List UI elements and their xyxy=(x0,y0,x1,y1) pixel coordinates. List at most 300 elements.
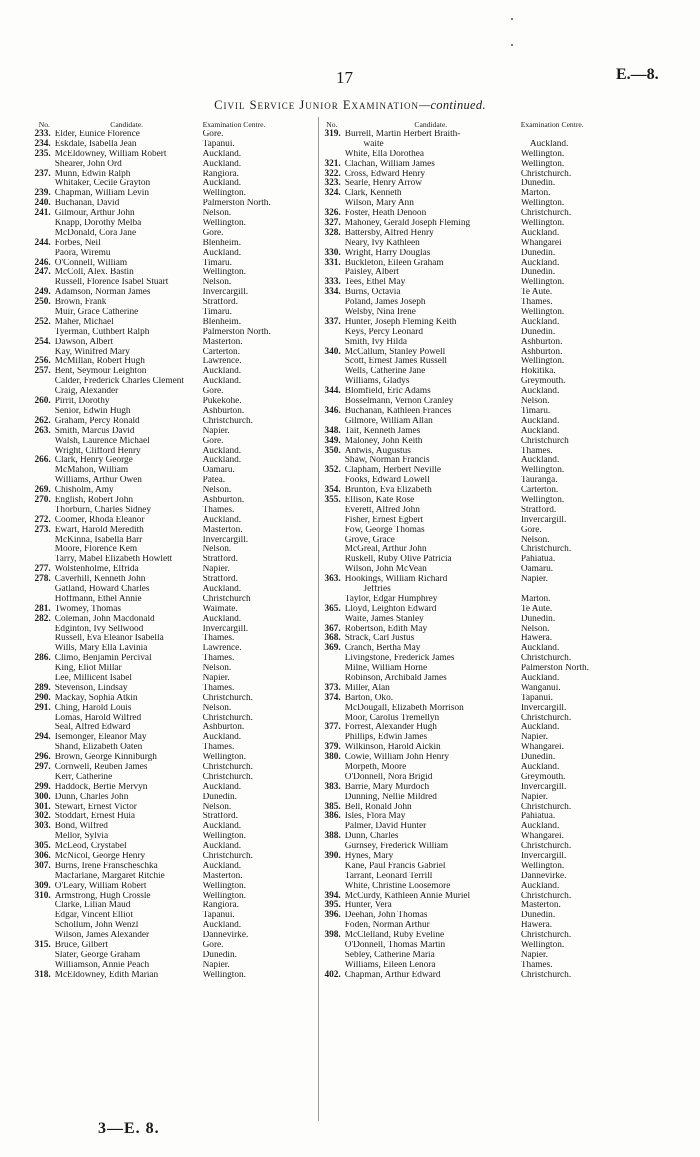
candidate-name: Williams, Eileen Lenora xyxy=(344,960,436,970)
candidate-number xyxy=(319,545,345,555)
examination-centre: Hawera. xyxy=(520,921,553,931)
candidate-number: 333. xyxy=(324,277,341,288)
header-number: No. xyxy=(326,120,338,129)
candidate-name: Everett, Alfred John xyxy=(344,505,420,515)
examination-centre: Hawera. xyxy=(520,634,553,644)
candidate-number: 315. xyxy=(34,940,51,951)
table-row xyxy=(319,892,681,902)
examination-centre: Wellington. xyxy=(520,278,565,288)
table-row xyxy=(319,931,681,941)
candidate-number: 354. xyxy=(324,485,341,496)
examination-centre: Nelson. xyxy=(520,624,550,634)
examination-centre: Pahiatua. xyxy=(520,812,556,822)
examination-centre: Invercargill. xyxy=(202,535,249,545)
examination-centre: Auckland. xyxy=(202,782,242,792)
candidate-name: Ruskell, Ruby Olive Patricia xyxy=(344,555,452,565)
table-row xyxy=(319,308,681,318)
table-row xyxy=(34,723,309,733)
table-row xyxy=(34,437,309,447)
examination-centre: Pukekohe. xyxy=(202,397,242,407)
table-row xyxy=(319,644,681,654)
candidate-name: Sebley, Catherine Maria xyxy=(344,950,435,960)
examination-centre: Nelson. xyxy=(202,278,232,288)
candidate-name: Craig, Alexander xyxy=(54,387,119,397)
table-row xyxy=(34,654,309,664)
candidate-name: Mahoney, Gerald Joseph Fleming xyxy=(344,219,471,229)
candidate-number: 367. xyxy=(324,623,341,634)
examination-centre: Christchurch. xyxy=(520,654,572,664)
candidate-name: Clark, Henry George xyxy=(54,456,133,466)
candidate-number: 334. xyxy=(324,287,341,298)
examination-centre: Marton. xyxy=(520,594,551,604)
examination-centre: Auckland. xyxy=(202,822,242,832)
candidate-name: Foden, Norman Arthur xyxy=(344,921,430,931)
candidate-number xyxy=(34,901,55,911)
candidate-name: Dunn, Charles xyxy=(344,832,399,842)
candidate-name: Stevenson, Lindsay xyxy=(54,683,128,693)
table-row xyxy=(34,892,309,902)
table-row xyxy=(34,407,309,417)
candidate-number: 299. xyxy=(34,781,51,792)
examination-centre: Rangiora. xyxy=(202,901,239,911)
candidate-number: 328. xyxy=(324,227,341,238)
candidate-name: McCallum, Stanley Powell xyxy=(344,347,446,357)
candidate-number: 239. xyxy=(34,188,51,199)
candidate-name: Forrest, Alexander Hugh xyxy=(344,723,437,733)
candidate-number: 331. xyxy=(324,257,341,268)
examination-centre: Rangiora. xyxy=(202,169,239,179)
examination-centre: Masterton. xyxy=(202,525,243,535)
candidate-name: Tarrant, Leonard Terrill xyxy=(344,871,433,881)
examination-centre: Wellington. xyxy=(202,189,247,199)
examination-centre: Napier. xyxy=(202,565,230,575)
table-row xyxy=(319,239,681,249)
table-row xyxy=(319,822,681,832)
table-row xyxy=(34,338,309,348)
table-row xyxy=(34,318,309,328)
candidate-name: Paisley, Albert xyxy=(344,268,399,278)
examination-centre: Timaru. xyxy=(202,258,232,268)
examination-centre: Auckland. xyxy=(202,367,242,377)
candidate-number: 237. xyxy=(34,168,51,179)
examination-centre: Wellington. xyxy=(520,199,565,209)
candidate-name: Climo, Benjamin Percival xyxy=(54,654,152,664)
table-row xyxy=(34,397,309,407)
table-row xyxy=(319,951,681,961)
table-row xyxy=(34,842,309,852)
candidate-number xyxy=(34,664,55,674)
candidate-number xyxy=(34,951,55,961)
candidate-name: Moore, Florence Kem xyxy=(54,545,138,555)
candidate-name: Scott, Ernest James Russell xyxy=(344,357,448,367)
candidate-name: Bruce, Gilbert xyxy=(54,941,108,951)
candidate-number xyxy=(319,941,345,951)
examination-centre: Dannevirke. xyxy=(202,931,249,941)
candidate-name: Smith, Ivy Hilda xyxy=(344,337,407,347)
examination-centre: Dunedin. xyxy=(520,614,556,624)
table-row xyxy=(34,674,309,684)
candidate-name: Munn, Edwin Ralph xyxy=(54,169,131,179)
candidate-name: Brunton, Eva Elizabeth xyxy=(344,486,432,496)
candidate-name: Cranch, Bertha May xyxy=(344,644,421,654)
candidate-number xyxy=(319,555,345,565)
candidate-number xyxy=(34,714,55,724)
header-candidate: Candidate. xyxy=(414,120,448,129)
candidate-number: 355. xyxy=(324,494,341,505)
examination-centre: Christchurch xyxy=(520,436,569,446)
table-row xyxy=(319,941,681,951)
candidate-name: Clachan, William James xyxy=(344,159,435,169)
candidate-number: 369. xyxy=(324,643,341,654)
candidate-name: Elder, Eunice Florence xyxy=(54,130,140,139)
examination-centre xyxy=(526,585,681,595)
candidate-number: 386. xyxy=(324,811,341,822)
candidate-number: 330. xyxy=(324,247,341,258)
table-row xyxy=(34,189,309,199)
examination-centre: Nelson. xyxy=(202,209,232,219)
table-row xyxy=(319,674,681,684)
candidate-name: Bell, Ronald John xyxy=(344,802,412,812)
examination-centre: Nelson. xyxy=(202,664,232,674)
candidate-name: McKinna, Isabella Barr xyxy=(54,535,143,545)
table-row xyxy=(34,140,309,150)
candidate-number: 346. xyxy=(324,405,341,416)
examination-centre: Te Aute. xyxy=(520,604,553,614)
table-row xyxy=(319,357,681,367)
examination-centre: Christchurch. xyxy=(520,713,572,723)
examination-centre: Tapanui. xyxy=(202,911,235,921)
candidate-name: Barrie, Mary Murdoch xyxy=(344,782,430,792)
examination-centre: Wellington. xyxy=(202,881,247,891)
table-row xyxy=(319,219,681,229)
candidate-name: Barton, Oko. xyxy=(344,693,394,703)
candidate-name: Blomfield, Eric Adams xyxy=(344,387,431,397)
table-row xyxy=(319,170,681,180)
examination-centre: Thames. xyxy=(520,446,553,456)
table-row xyxy=(319,595,681,605)
examination-centre: Ashburton. xyxy=(202,723,245,733)
candidate-number xyxy=(34,634,55,644)
table-row xyxy=(34,773,309,783)
candidate-name: Wilson, James Alexander xyxy=(54,931,150,941)
examination-centre: Wellington. xyxy=(520,941,565,951)
examination-centre: Gore. xyxy=(202,130,224,139)
table-row xyxy=(319,189,681,199)
examination-centre: Timaru. xyxy=(520,406,551,416)
candidate-number: 247. xyxy=(34,267,51,278)
table-row xyxy=(34,704,309,714)
candidate-number: 318. xyxy=(34,969,51,980)
examination-centre: Gore. xyxy=(202,228,224,238)
candidate-number: 380. xyxy=(324,752,341,763)
candidate-name: Palmer, David Hunter xyxy=(344,822,427,832)
candidate-number: 235. xyxy=(34,148,51,159)
candidate-name: Hunter, Vera xyxy=(344,901,392,911)
table-row xyxy=(34,575,309,585)
examination-centre: Masterton. xyxy=(202,871,243,881)
table-row xyxy=(319,338,681,348)
examination-centre: Patea. xyxy=(202,476,226,486)
examination-centre: Auckland. xyxy=(202,377,242,387)
table-row xyxy=(34,328,309,338)
candidate-name: White, Ella Dorothea xyxy=(344,149,425,159)
candidate-number: 385. xyxy=(324,801,341,812)
examination-centre: Christchurch. xyxy=(520,931,572,941)
table-row xyxy=(34,971,309,981)
candidate-number: 383. xyxy=(324,781,341,792)
candidate-name: McDonald, Cora Jane xyxy=(54,228,137,238)
examination-centre: Thames. xyxy=(520,960,553,970)
candidate-name: Searle, Henry Arrow xyxy=(344,179,422,189)
candidate-name: O'Connell, William xyxy=(54,258,128,268)
candidate-name: Gatland, Howard Charles xyxy=(54,584,150,594)
candidate-name: Stewart, Ernest Victor xyxy=(54,802,137,812)
table-row xyxy=(34,526,309,536)
table-row xyxy=(34,882,309,892)
candidate-number: 377. xyxy=(324,722,341,733)
examination-centre: Lawrence. xyxy=(202,357,242,367)
table-row xyxy=(34,496,309,506)
examination-centre: Christchurch. xyxy=(202,772,253,782)
examination-centre: Auckland. xyxy=(202,861,242,871)
examination-centre: Auckland. xyxy=(520,822,560,832)
candidate-name: White, Christine Loosemore xyxy=(344,881,451,891)
table-row xyxy=(34,694,309,704)
table-row xyxy=(319,130,681,140)
examination-centre: Auckland. xyxy=(520,317,560,327)
candidate-number: 291. xyxy=(34,702,51,713)
candidate-number: 321. xyxy=(324,158,341,169)
examination-centre: Dunedin. xyxy=(520,268,556,278)
table-row xyxy=(319,773,681,783)
examination-centre: Dunedin. xyxy=(520,248,556,258)
candidate-number: 306. xyxy=(34,851,51,862)
table-row xyxy=(319,565,681,575)
candidate-name: Lloyd, Leighton Edward xyxy=(344,604,437,614)
examination-centre: Wellington. xyxy=(520,861,565,871)
candidate-name: Haddock, Bertie Mervyn xyxy=(54,782,148,792)
examination-centre: Napier. xyxy=(202,960,230,970)
table-row xyxy=(319,733,681,743)
examination-centre: Christchurch. xyxy=(202,763,253,772)
candidate-name: Milne, William Horne xyxy=(344,664,428,674)
candidate-number: 307. xyxy=(34,860,51,871)
table-row xyxy=(319,516,681,526)
table-row xyxy=(34,862,309,872)
examination-centre: Auckland. xyxy=(520,881,560,891)
table-row xyxy=(319,496,681,506)
candidate-name: Russell, Eva Eleanor Isabella xyxy=(54,634,164,644)
left-column xyxy=(34,117,309,981)
examination-centre: Whangarei. xyxy=(520,743,564,753)
table-row xyxy=(319,486,681,496)
candidate-number: 324. xyxy=(324,188,341,199)
table-row xyxy=(34,714,309,724)
candidate-number: 348. xyxy=(324,425,341,436)
candidate-name: McLeod, Crystabel xyxy=(54,842,127,852)
candidate-number: 309. xyxy=(34,880,51,891)
candidate-name: Phillips, Edwin James xyxy=(344,733,428,743)
candidate-number: 269. xyxy=(34,485,51,496)
examination-centre: Stratford. xyxy=(202,555,238,565)
table-row xyxy=(319,743,681,753)
margin-dot xyxy=(511,18,513,20)
candidate-name: Slater, George Graham xyxy=(54,950,141,960)
examination-centre: Auckland. xyxy=(520,644,560,654)
table-row xyxy=(319,842,681,852)
candidate-number xyxy=(319,506,345,516)
examination-centre: Invercargill. xyxy=(202,288,249,298)
candidate-number: 256. xyxy=(34,356,51,367)
candidate-name: Walsh, Laurence Michael xyxy=(54,436,150,446)
candidate-number: 402. xyxy=(324,969,341,980)
candidate-name: Welsby, Nina Irene xyxy=(344,308,416,318)
candidate-name: Wells, Catherine Jane xyxy=(344,367,426,377)
table-row xyxy=(319,921,681,931)
table-row xyxy=(34,634,309,644)
examination-centre: Auckland. xyxy=(202,248,242,258)
table-row xyxy=(319,961,681,971)
candidate-name: Buchanan, Kathleen Frances xyxy=(344,406,452,416)
examination-centre: Palmerston North. xyxy=(202,199,271,209)
table-row xyxy=(34,585,309,595)
candidate-number: 233. xyxy=(34,129,51,139)
candidate-name: McDougall, Elizabeth Morrison xyxy=(344,703,464,713)
candidate-name: Muir, Grace Catherine xyxy=(54,308,139,318)
candidate-name: Gilmour, Arthur John xyxy=(54,209,135,219)
examination-centre: Carterton. xyxy=(202,347,241,357)
table-row xyxy=(319,545,681,555)
table-row xyxy=(319,872,681,882)
candidate-name: Fisher, Ernest Egbert xyxy=(344,515,424,525)
examination-centre: Wellington. xyxy=(520,149,565,159)
candidate-name: Knapp, Dorothy Melba xyxy=(54,219,142,229)
candidate-name: O'Leary, William Robert xyxy=(54,881,147,891)
examination-centre: Auckland. xyxy=(202,159,242,169)
examination-centre: Christchurch xyxy=(202,594,251,604)
candidate-name: Schollum, John Wenzl xyxy=(54,921,139,931)
examination-centre: Stratford. xyxy=(202,298,238,308)
header-candidate: Candidate. xyxy=(110,120,143,129)
candidate-name: Mellor, Sylvia xyxy=(54,832,109,842)
table-row xyxy=(319,160,681,170)
candidate-name: Coomer, Rhoda Eleanor xyxy=(54,515,145,525)
examination-centre: Auckland. xyxy=(520,426,560,436)
examination-centre: Pahiatua. xyxy=(520,555,556,565)
candidate-number xyxy=(34,219,55,229)
left-column-header xyxy=(34,117,309,129)
candidate-name: McCurdy, Kathleen Annie Muriel xyxy=(344,891,471,901)
table-row xyxy=(34,664,309,674)
candidate-number: 374. xyxy=(324,692,341,703)
candidate-number xyxy=(319,872,345,882)
table-row xyxy=(34,357,309,367)
examination-centre: Dunedin. xyxy=(202,792,237,802)
candidate-name: McMahon, William xyxy=(54,466,129,476)
candidate-number: 257. xyxy=(34,366,51,377)
candidate-number: 273. xyxy=(34,524,51,535)
table-row xyxy=(319,812,681,822)
candidate-name: Hynes, Mary xyxy=(344,852,394,862)
candidate-name: Moor, Carolus Tremellyn xyxy=(344,713,440,723)
examination-centre: Napier. xyxy=(202,673,230,683)
table-row xyxy=(34,506,309,516)
candidate-name: Dunning, Nellie Mildred xyxy=(344,792,437,802)
examination-centre: Blenheim. xyxy=(202,238,242,248)
examination-centre: Auckland. xyxy=(202,733,242,743)
candidate-number xyxy=(319,367,345,377)
table-row xyxy=(319,634,681,644)
table-row xyxy=(34,278,309,288)
table-row xyxy=(319,615,681,625)
candidate-number: 344. xyxy=(324,386,341,397)
candidate-name: Pirrit, Dorothy xyxy=(54,397,110,407)
candidate-name: Whitaker, Cecile Grayton xyxy=(54,179,151,189)
examination-centre: Christchurch. xyxy=(520,842,572,852)
examination-centre: Ashburton. xyxy=(202,495,245,505)
table-row xyxy=(34,941,309,951)
table-row xyxy=(319,832,681,842)
candidate-name: Buckleton, Eileen Graham xyxy=(344,258,444,268)
title-main: Civil Service Junior Examination xyxy=(214,98,420,112)
candidate-number: 277. xyxy=(34,564,51,575)
examination-centre: Dunedin. xyxy=(520,753,556,763)
table-row xyxy=(34,921,309,931)
table-row xyxy=(319,723,681,733)
table-row xyxy=(34,516,309,526)
examination-centre: Wellington. xyxy=(202,219,247,229)
header-number: No. xyxy=(38,120,50,129)
table-row xyxy=(319,298,681,308)
candidate-name: Coleman, John Macdonald xyxy=(54,614,155,624)
candidate-number xyxy=(34,921,55,931)
table-row xyxy=(34,170,309,180)
candidate-number: 350. xyxy=(324,445,341,456)
candidate-name: Mackay, Sophia Atkin xyxy=(54,693,138,703)
table-row xyxy=(319,585,681,595)
candidate-name: Poland, James Joseph xyxy=(344,298,426,308)
table-row xyxy=(319,625,681,635)
examination-centre: Waimate. xyxy=(202,604,238,614)
candidate-name: Antwis, Augustus xyxy=(344,446,411,456)
examination-centre: Blenheim. xyxy=(202,317,242,327)
candidate-name: Russell, Florence Isabel Stuart xyxy=(54,278,169,288)
candidate-name: Kane, Paul Francis Gabriel xyxy=(344,861,446,871)
candidate-name: Tyerman, Cuthbert Ralph xyxy=(54,327,150,337)
candidate-name: Burns, Octavia xyxy=(344,288,401,298)
candidate-name: King, Eliot Millar xyxy=(54,664,122,674)
table-row xyxy=(34,536,309,546)
candidate-number xyxy=(34,545,55,555)
table-row xyxy=(319,456,681,466)
table-row xyxy=(319,704,681,714)
candidate-number: 234. xyxy=(34,138,51,149)
candidate-name: Robinson, Archibald James xyxy=(344,673,447,683)
table-row xyxy=(319,328,681,338)
table-row xyxy=(34,239,309,249)
examination-centre: Christchurch. xyxy=(202,693,253,703)
candidate-name: Lomas, Harold Wilfred xyxy=(54,713,142,723)
candidate-name: waite xyxy=(363,139,384,149)
candidate-name: McGreal, Arthur John xyxy=(344,545,427,555)
candidate-name: Cornwell, Reuben James xyxy=(54,763,148,772)
candidate-name: Calder, Frederick Charles Clement xyxy=(54,377,184,387)
examination-centre: Carterton. xyxy=(520,486,559,496)
candidate-name: Fow, George Thomas xyxy=(344,525,425,535)
candidate-number: 337. xyxy=(324,316,341,327)
examination-centre: Auckland. xyxy=(520,416,560,426)
candidate-name: Lee, Millicent Isabel xyxy=(54,673,132,683)
